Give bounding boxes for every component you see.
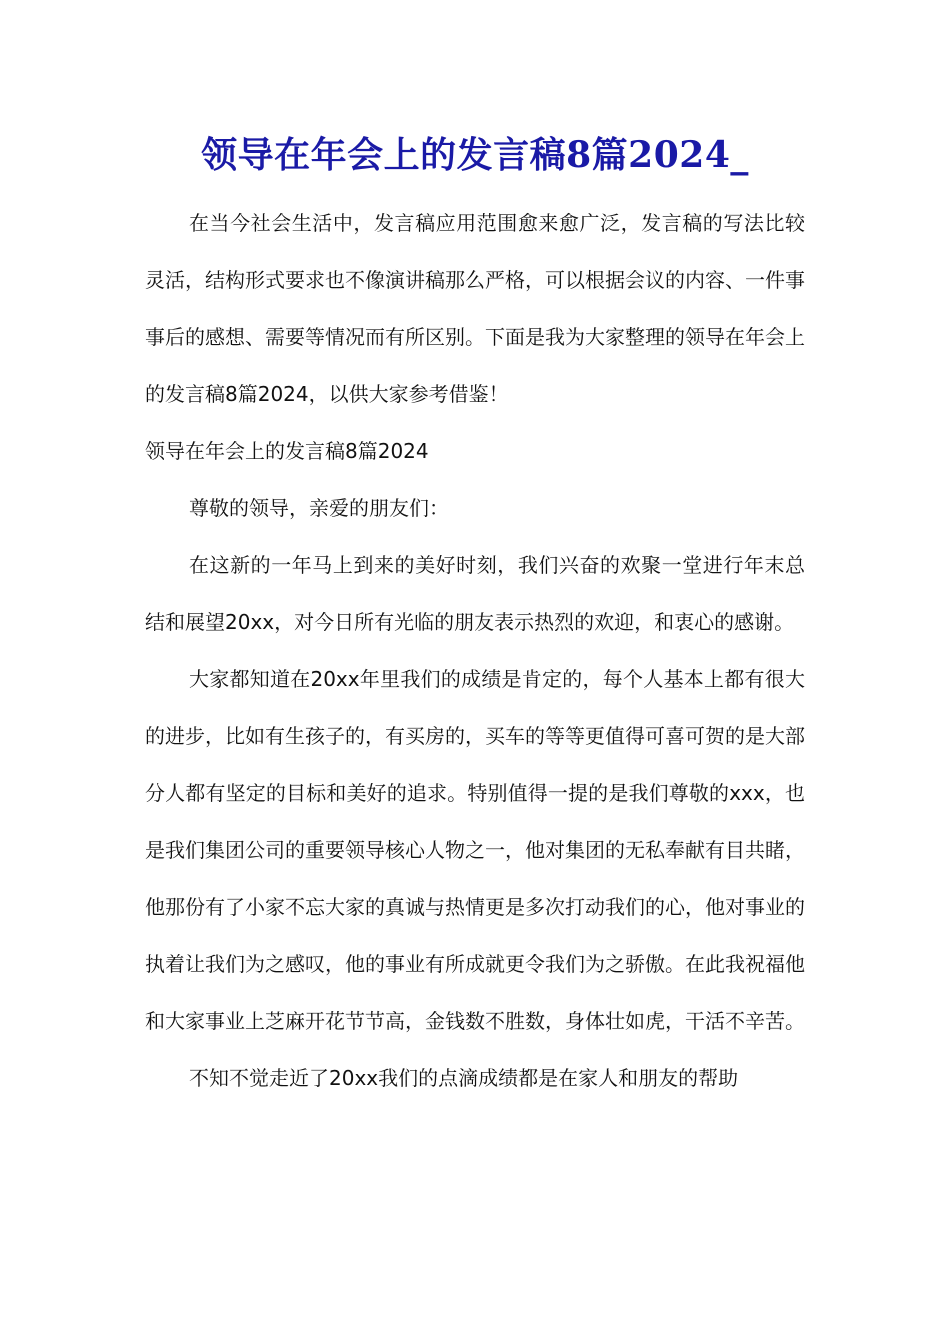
document-title: 领导在年会上的发言稿8篇2024_ xyxy=(201,134,749,176)
body-paragraph: 不知不觉走近了20xx我们的点滴成绩都是在家人和朋友的帮助 xyxy=(189,1066,739,1090)
document-body xyxy=(145,195,805,1107)
body-paragraph: 大家都知道在20xx年里我们的成绩是肯定的，每个人基本上都有很大的进步，比如有生孩子的，有买房的，买车的等等更值得可喜可贺的是大部分人都有坚定的目标和美好的追求。特别值得一提的是我们尊敬的xxx，也是我们集团公司的重要领导核心人物之一，他对集团的无私奉献有目共睹，他那份有了小家不忘大家的真诚与热情更是多次打动我们的心，他对事业的执着让我们为之感叹，他的事业有所成就更令我们为之骄傲。在此我祝福他和大家事业上芝麻开花节节高，金钱数不胜数，身体壮如虎，干活不辛苦。 xyxy=(145,667,805,1033)
intro-paragraph: 在当今社会生活中，发言稿应用范围愈来愈广泛，发言稿的写法比较灵活，结构形式要求也不像演讲稿那么严格，可以根据会议的内容、一件事事后的感想、需要等情况而有所区别。下面是我为大家整理的领导在年会上的发言稿8篇2024，以供大家参考借鉴！ xyxy=(145,211,805,406)
body-paragraph: 在这新的一年马上到来的美好时刻，我们兴奋的欢聚一堂进行年末总结和展望20xx，对今日所有光临的朋友表示热烈的欢迎，和衷心的感谢。 xyxy=(145,553,805,634)
salutation-paragraph: 尊敬的领导，亲爱的朋友们： xyxy=(189,496,449,520)
subtitle-line: 领导在年会上的发言稿8篇2024 xyxy=(145,439,429,463)
